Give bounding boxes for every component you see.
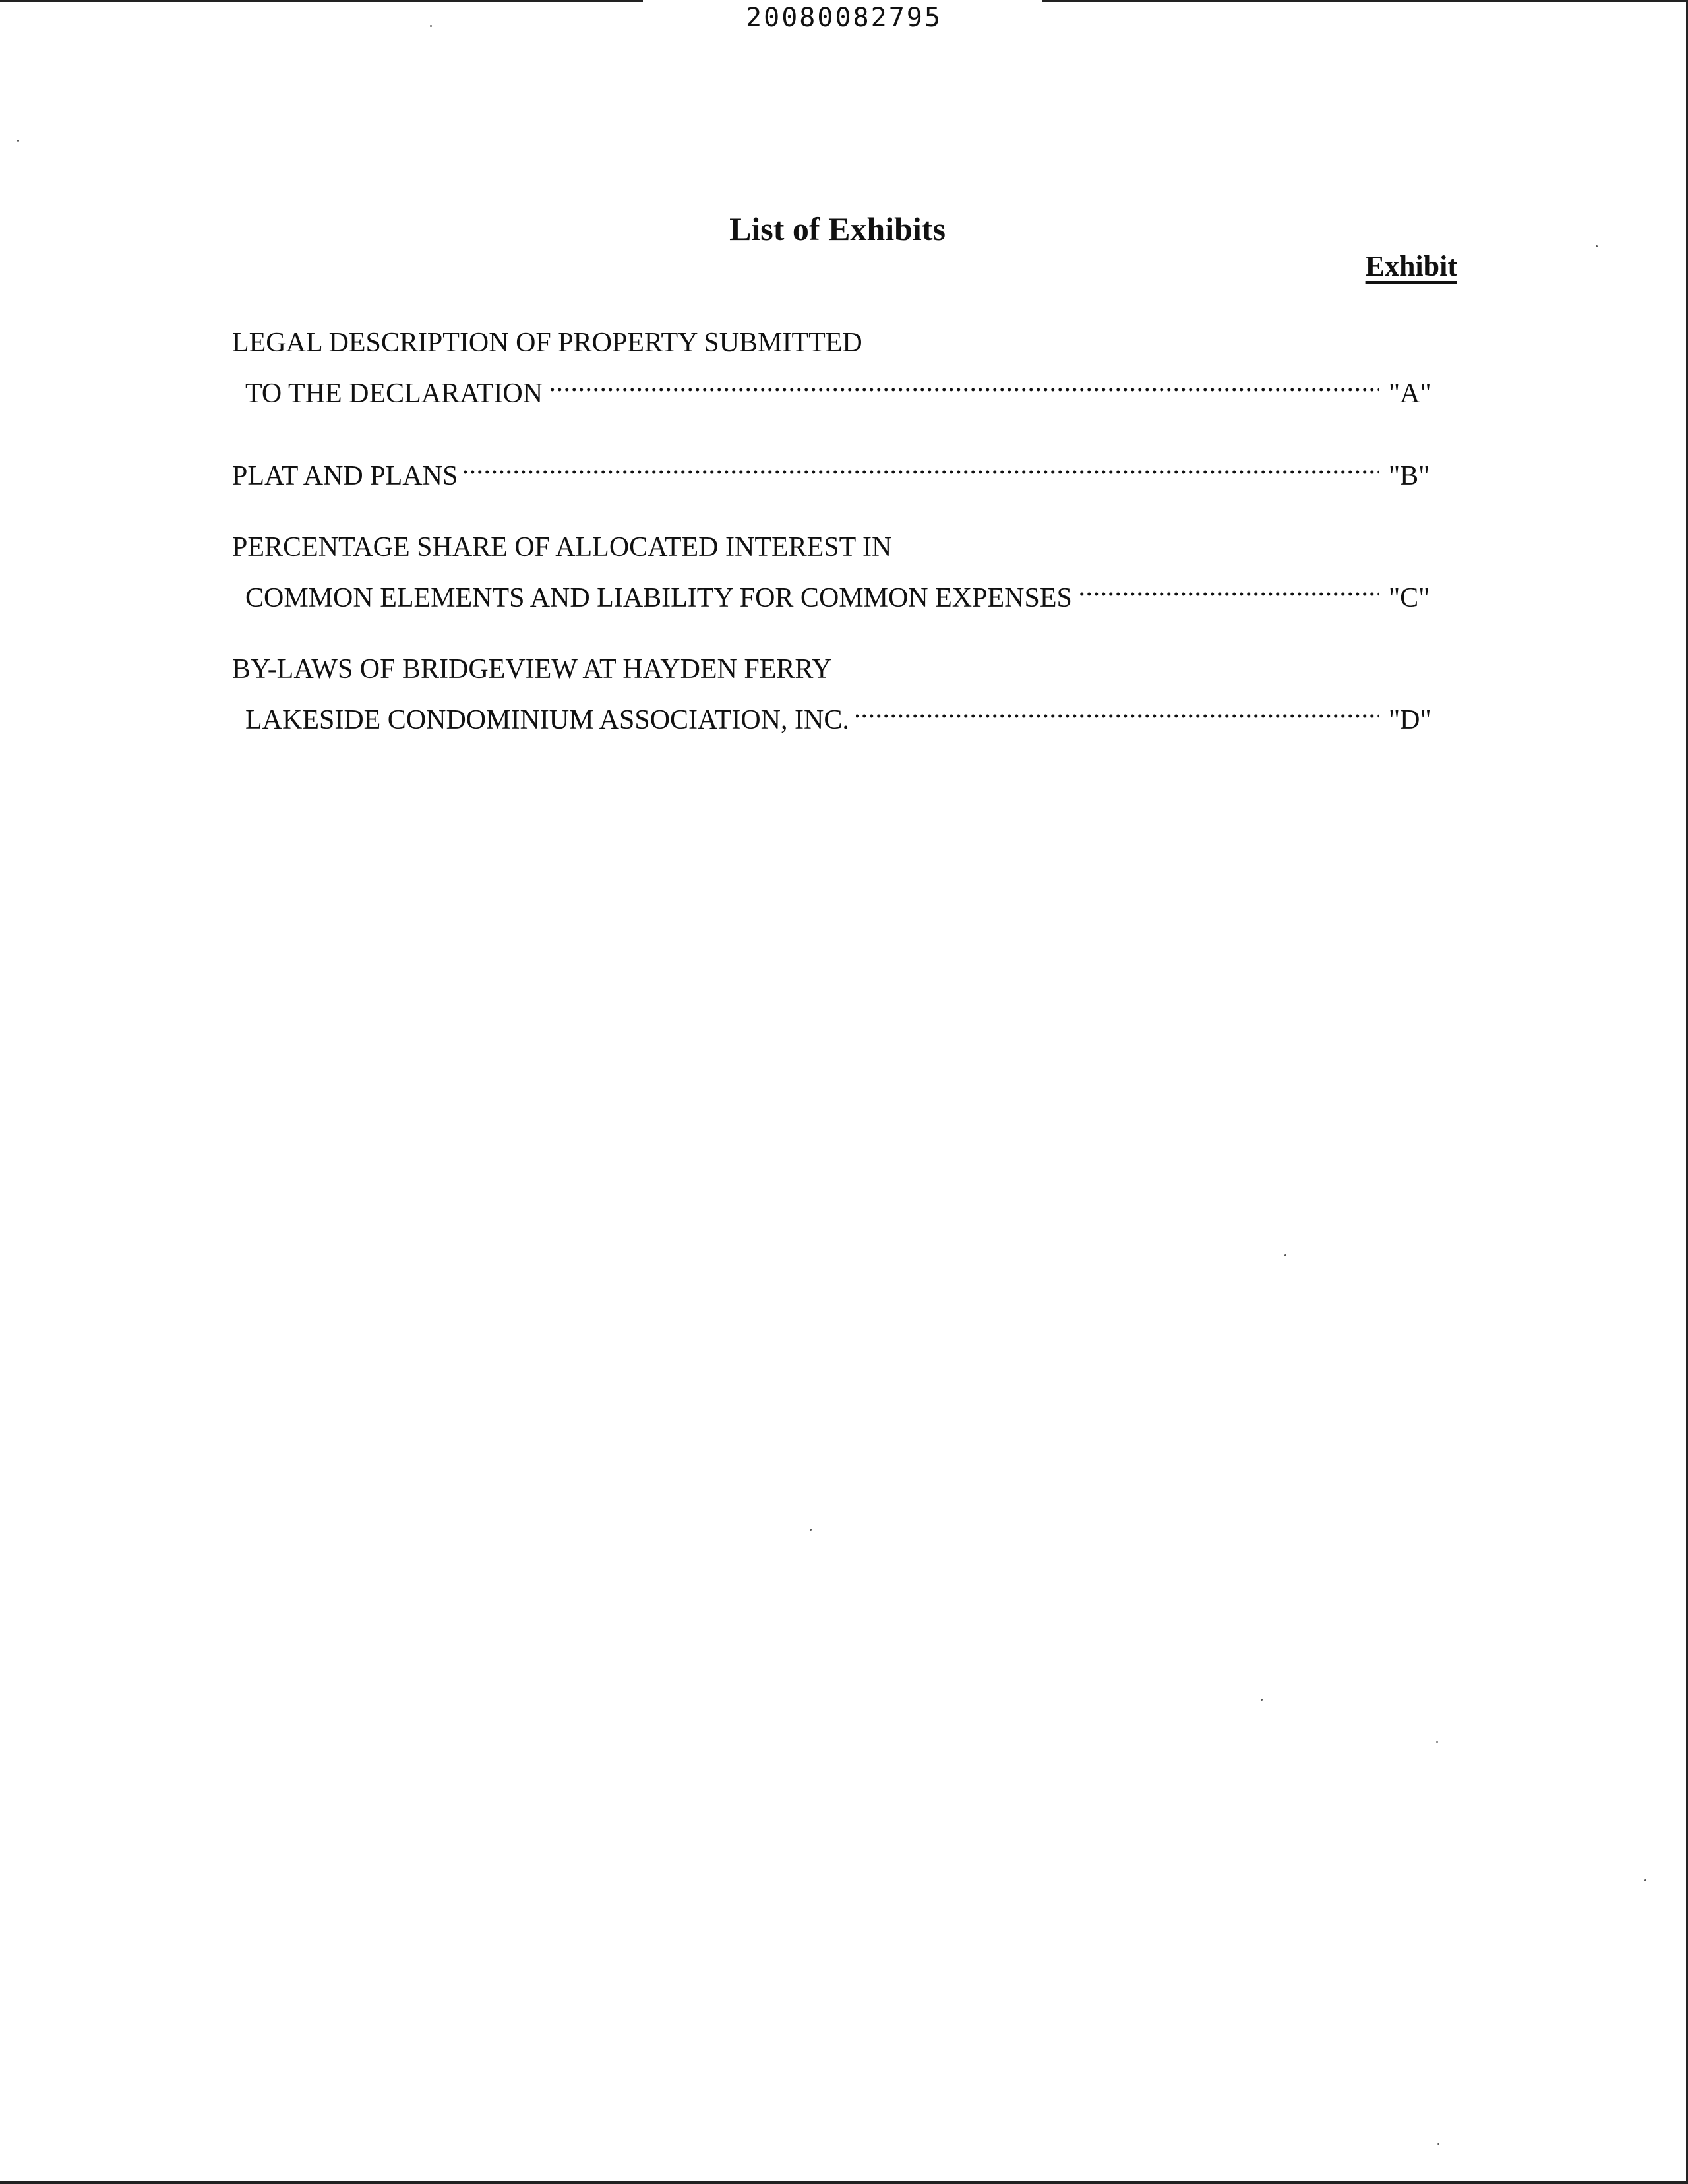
dot-leader — [856, 689, 1379, 729]
scan-border-top-left — [0, 0, 643, 2]
scan-border-top-right — [1042, 0, 1688, 2]
entry-leader-line — [232, 689, 1432, 740]
scan-border-bottom — [0, 2181, 1688, 2184]
entry-title-continuation: TO THE DECLARATION — [245, 379, 543, 409]
scan-speck — [1261, 1699, 1263, 1701]
exhibit-reference: "D" — [1389, 705, 1432, 735]
exhibit-entry-b — [232, 445, 1432, 496]
scan-speck — [1596, 245, 1598, 247]
scan-speck — [430, 25, 432, 27]
entry-title-line: BY-LAWS OF BRIDGEVIEW AT HAYDEN FERRY — [232, 654, 832, 684]
dot-leader — [549, 363, 1379, 402]
exhibit-entry-c — [232, 528, 1432, 618]
page-title: List of Exhibits — [729, 210, 946, 247]
entry-title-line: PERCENTAGE SHARE OF ALLOCATED INTEREST IN — [232, 532, 892, 562]
exhibit-reference: "C" — [1389, 583, 1430, 613]
scan-speck — [1644, 1879, 1646, 1881]
dot-leader — [464, 445, 1379, 485]
entry-title-continuation: COMMON ELEMENTS AND LIABILITY FOR COMMON EXPENSES — [245, 583, 1072, 613]
exhibit-list — [232, 323, 1432, 772]
scan-speck — [17, 140, 19, 142]
entry-title-line: LEGAL DESCRIPTION OF PROPERTY SUBMITTED — [232, 328, 862, 358]
scan-speck — [810, 1529, 812, 1531]
exhibit-entry-d — [232, 650, 1432, 740]
entry-leader-line — [232, 567, 1432, 618]
scan-speck — [1437, 2143, 1439, 2145]
scan-speck — [1284, 1254, 1286, 1256]
exhibit-column-header: Exhibit — [1365, 250, 1457, 282]
dot-leader — [1079, 567, 1379, 607]
entry-title-continuation: LAKESIDE CONDOMINIUM ASSOCIATION, INC. — [245, 705, 849, 735]
scan-speck — [1436, 1741, 1438, 1743]
document-number: 20080082795 — [746, 3, 942, 33]
entry-leader-line — [232, 445, 1432, 496]
exhibit-reference: "B" — [1389, 461, 1430, 491]
entry-title: PLAT AND PLANS — [232, 461, 458, 491]
entry-leader-line — [232, 363, 1432, 413]
exhibit-reference: "A" — [1389, 379, 1432, 409]
exhibit-entry-a — [232, 323, 1432, 413]
